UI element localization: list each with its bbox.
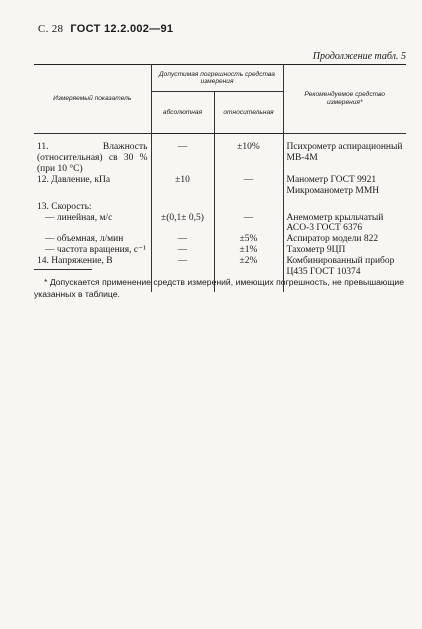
absolute-cell: —	[151, 245, 214, 256]
page-number: С. 28	[38, 23, 64, 35]
instrument-cell: Психрометр аспирационный МВ-4М	[283, 134, 406, 175]
absolute-cell: —	[151, 234, 214, 245]
header-indicator: Измеряемый показатель	[34, 65, 151, 134]
table-continuation-label: Продолжение табл. 5	[312, 51, 406, 62]
absolute-cell	[151, 197, 214, 213]
table-row	[34, 134, 406, 175]
relative-cell: ±1%	[214, 245, 283, 256]
relative-cell: ±10%	[214, 134, 283, 175]
instrument-cell: Тахометр 9ЦП	[283, 245, 406, 256]
instrument-cell: Манометр ГОСТ 9921 Микроманометр ММН	[283, 175, 406, 197]
header-error-group: Допустимая погрешность средства измерения	[151, 65, 283, 92]
indicator-cell: — объемная, л/мин	[45, 234, 124, 245]
table-row	[34, 213, 406, 235]
indicator-cell: 11. Влажность (относительная) св 30 % (при 10 °С)	[34, 134, 151, 175]
standard-number: ГОСТ 12.2.002—91	[70, 23, 174, 35]
measurement-table	[34, 64, 406, 292]
table-row	[34, 245, 406, 256]
indicator-cell: 13. Скорость:	[34, 197, 151, 213]
instrument-cell: Аспиратор модели 822	[283, 234, 406, 245]
absolute-cell: —	[151, 256, 214, 292]
indicator-cell: — линейная, м/с	[45, 212, 113, 223]
absolute-cell: —	[151, 134, 214, 175]
page-header	[38, 23, 173, 35]
instrument-cell	[283, 197, 406, 213]
indicator-cell: 12. Давление, кПа	[34, 175, 151, 197]
indicator-cell: — частота вращения, с⁻¹	[45, 245, 146, 256]
table-row	[34, 175, 406, 197]
relative-cell: ±2%	[214, 256, 283, 292]
absolute-cell: ±(0,1± 0,5)	[151, 213, 214, 235]
footnote-divider	[34, 269, 92, 270]
table-row	[34, 197, 406, 213]
relative-cell	[214, 197, 283, 213]
relative-cell: ±5%	[214, 234, 283, 245]
header-instrument: Рекомендуемое средство измерения*	[283, 65, 406, 134]
relative-cell: —	[214, 175, 283, 197]
header-absolute: абсолютная	[151, 92, 214, 134]
table-row	[34, 234, 406, 245]
instrument-cell: Комбинированный прибор Ц435 ГОСТ 10374	[283, 256, 406, 292]
instrument-cell: Анемометр крыльчатый АСО-3 ГОСТ 6376	[283, 213, 406, 235]
header-relative: относительная	[214, 92, 283, 134]
relative-cell: —	[214, 213, 283, 235]
absolute-cell: ±10	[151, 175, 214, 197]
footnote: * Допускается применение средств измерений, имеющих погрешность, не превышающие указанных в таблице.	[34, 277, 404, 300]
indicator-cell: 14. Напряжение, В	[34, 256, 151, 292]
